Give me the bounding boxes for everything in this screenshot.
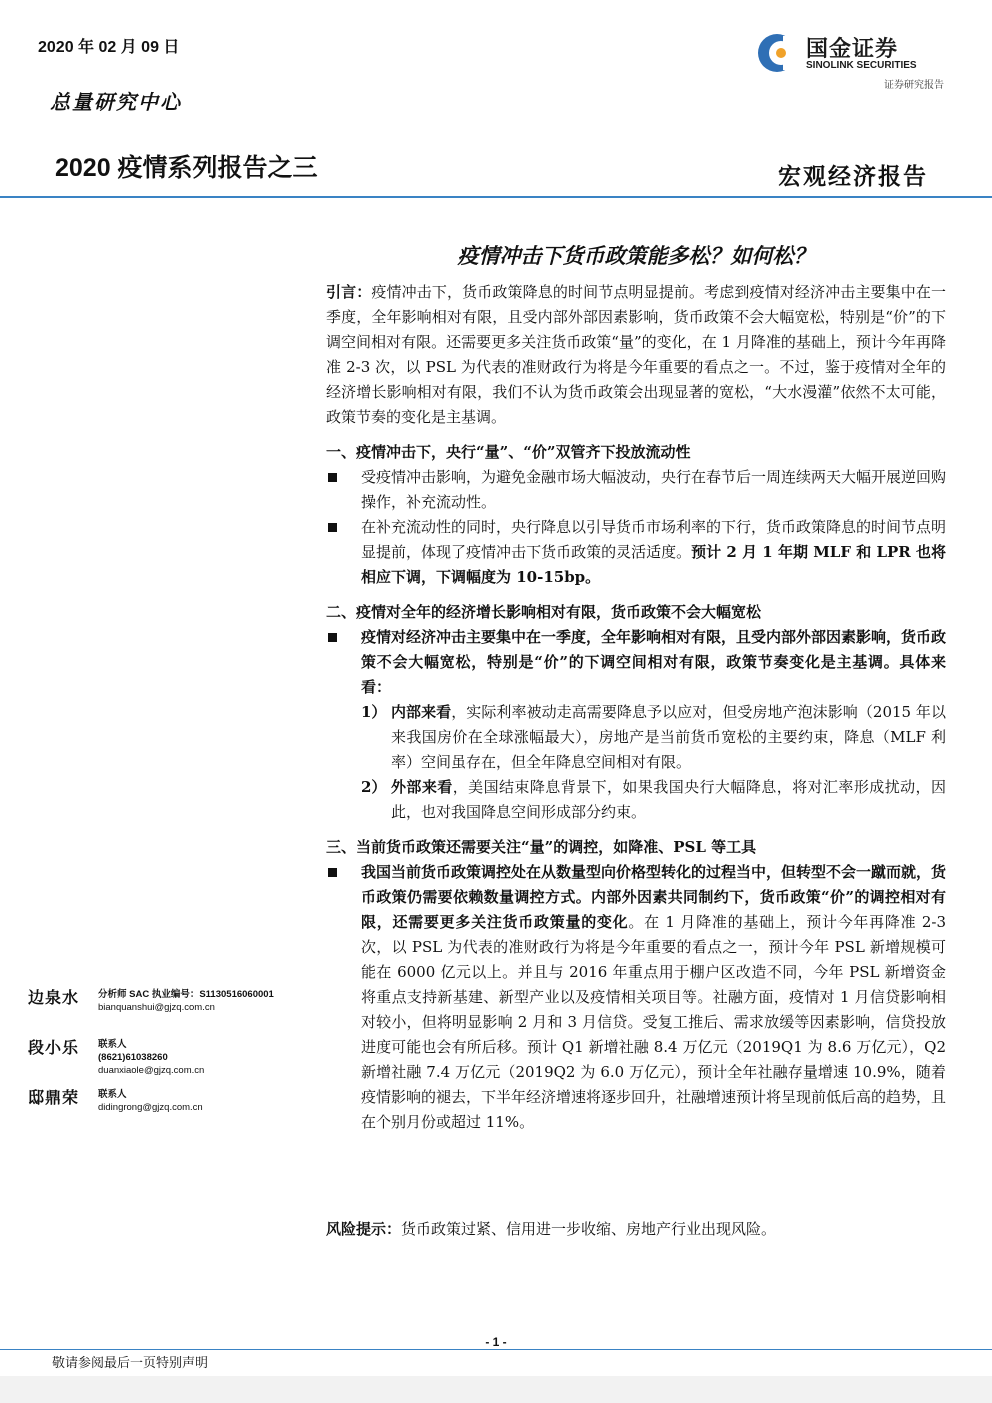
footer-disclaimer: 敬请参阅最后一页特别声明 [52, 1356, 209, 1371]
header-divider [0, 196, 992, 198]
risk-warning [326, 1217, 946, 1242]
intro-label: 引言： [326, 283, 372, 301]
author-phone: (8621)61038260 [98, 1052, 168, 1063]
bullet-text-bold: 我国当前货币政策调控处在从数量型向价格型转化的过程当中，但转型不会一蹴而就，货币政策仍需要依赖数量调控方式。内部外因素共同制约下，货币政策“价”的调控相对有限，还需要更多关注货币政策量的变化 [361, 863, 947, 931]
logo-text-cn: 国金证券 [806, 36, 899, 61]
author-info [98, 988, 274, 1014]
footer-divider [0, 1349, 992, 1350]
author-email: bianquanshui@gjzq.com.cn [98, 1002, 215, 1013]
author-email: didingrong@gjzq.com.cn [98, 1102, 203, 1113]
sub-item-label: 内部来看 [391, 703, 452, 721]
author-name: 段小乐 [28, 1038, 80, 1057]
author-name: 邸鼎荣 [28, 1088, 80, 1107]
risk-label: 风险提示： [326, 1220, 402, 1238]
report-date: 2020 年 02 月 09 日 [38, 39, 180, 56]
bullet-text: 。在 1 月降准的基础上，预计今年再降准 2-3 次，以 PSL 为代表的准财政行为将是今年重要的看点之一，预计今年 PSL 新增规模可能在 6000 亿元以上。并且与 2016 年重点用于棚户区改造不同，今年 PSL 新增资金将重点支持新基建、新型产业以及疫情相关项目等。社融方面，疫情对 1 月信贷影响相对较小，但将明显影响 2 月和 3 月信贷。受复工推后、需求放缓等因素影响，信贷投放进度可能也会有所后移。预计 Q1 新增社融 8.4 万亿元（2019Q1 为 8.6 万亿元），Q2 新增社融 7.4 万亿元（2019Q2 为 6.0 万亿元），预计全年社融存量增速 10.9%，随着疫情影响的褪去，下半年经济增速将逐步回升，社融增速预计将呈现前低后高的趋势，且在个别月份或超过 11%。 [361, 913, 947, 1131]
author-info [98, 1038, 204, 1077]
intro-text: 疫情冲击下，货币政策降息的时间节点明显提前。考虑到疫情对经济冲击主要集中在一季度，全年影响相对有限，且受内部外部因素影响，货币政策不会大幅宽松，特别是“价”的下调空间相对有限。还需要更多关注货币政策“量”的变化，在 1 月降准的基础上，预计今年再降准 2-3 次，以 PSL 为代表的准财政行为将是今年重要的看点之一。不过，鉴于疫情对全年的经济增长影响相对有限，我们不认为货币政策会出现显著的宽松，“大水漫灌”依然不太可能，政策节奏的变化是主基调。 [326, 283, 946, 426]
bullet-item [326, 465, 946, 515]
bullet-text: 在补充流动性的同时，央行降息以引导货币市场利率的下行，货币政策降息的时间节点明显提前，体现了疫情冲击下货币政策的灵活适度。 [361, 518, 947, 561]
bullet-item [326, 860, 946, 1135]
department-name: 总量研究中心 [50, 90, 182, 114]
author-info [98, 1088, 203, 1114]
sub-item-text: ，美国结束降息背景下，如果我国央行大幅降息，将对汇率形成扰动，因此，也对我国降息空间形成部分约束。 [391, 778, 946, 821]
bullet-text-bold: 疫情对经济冲击主要集中在一季度，全年影响相对有限，且受内部外部因素影响，货币政策不会大幅宽松，特别是“价”的下调空间相对有限，政策节奏变化是主基调。具体来看： [361, 628, 947, 696]
author-email: duanxiaole@gjzq.com.cn [98, 1065, 205, 1076]
footer-band [0, 1376, 992, 1403]
sub-item-number: 2） [361, 778, 387, 796]
author-role: 分析师 SAC 执业编号：S1130516060001 [98, 989, 274, 1000]
page-number: - 1 - [485, 1335, 507, 1349]
bullet-text-bold: 预计 2 月 1 年期 MLF 和 LPR 也将相应下调，下调幅度为 10-15bp。 [361, 543, 946, 586]
main-content [326, 280, 946, 1135]
sub-item-number: 1） [361, 703, 387, 721]
sub-item [326, 775, 946, 825]
bullet-square-icon [328, 633, 337, 642]
author-entry [28, 1035, 318, 1085]
author-name: 边泉水 [28, 988, 80, 1007]
author-entry [28, 1085, 318, 1135]
report-type: 宏观经济报告 [778, 163, 928, 190]
bullet-item [326, 625, 946, 700]
sub-item-text: ，实际利率被动走高需要降息予以应对，但受房地产泡沫影响（2015 年以来我国房价在全球涨幅最大），房地产是当前货币宽松的主要约束，降息（MLF 利率）空间虽存在，但全年降息空间相对有限。 [391, 703, 946, 771]
section-3-heading: 三、当前货币政策还需要关注“量”的调控，如降准、PSL 等工具 [326, 838, 757, 856]
bullet-square-icon [328, 473, 337, 482]
logo-text-en: SINOLINK SECURITIES [806, 60, 917, 71]
bullet-item [326, 515, 946, 590]
bullet-square-icon [328, 523, 337, 532]
section-1-heading: 一、疫情冲击下，央行“量”、“价”双管齐下投放流动性 [326, 443, 691, 461]
brand-logo [756, 30, 946, 92]
report-title: 疫情冲击下货币政策能多松？如何松？ [457, 243, 815, 268]
logo-mark-icon [756, 32, 798, 74]
bullet-text: 受疫情冲击影响，为避免金融市场大幅波动，央行在春节后一周连续两天大幅开展逆回购操作，补充流动性。 [361, 468, 947, 511]
sub-item-label: 外部来看 [391, 778, 453, 796]
author-role: 联系人 [98, 1089, 127, 1100]
section-2-heading: 二、疫情对全年的经济增长影响相对有限，货币政策不会大幅宽松 [326, 603, 762, 621]
author-entry [28, 985, 318, 1035]
bullet-square-icon [328, 868, 337, 877]
author-role: 联系人 [98, 1039, 127, 1050]
sub-item [326, 700, 946, 775]
risk-text: 货币政策过紧、信用进一步收缩、房地产行业出现风险。 [401, 1220, 777, 1238]
intro-paragraph [326, 280, 946, 430]
author-list [28, 985, 318, 1135]
series-title: 2020 疫情系列报告之三 [55, 154, 318, 182]
logo-subtitle: 证券研究报告 [884, 80, 944, 91]
